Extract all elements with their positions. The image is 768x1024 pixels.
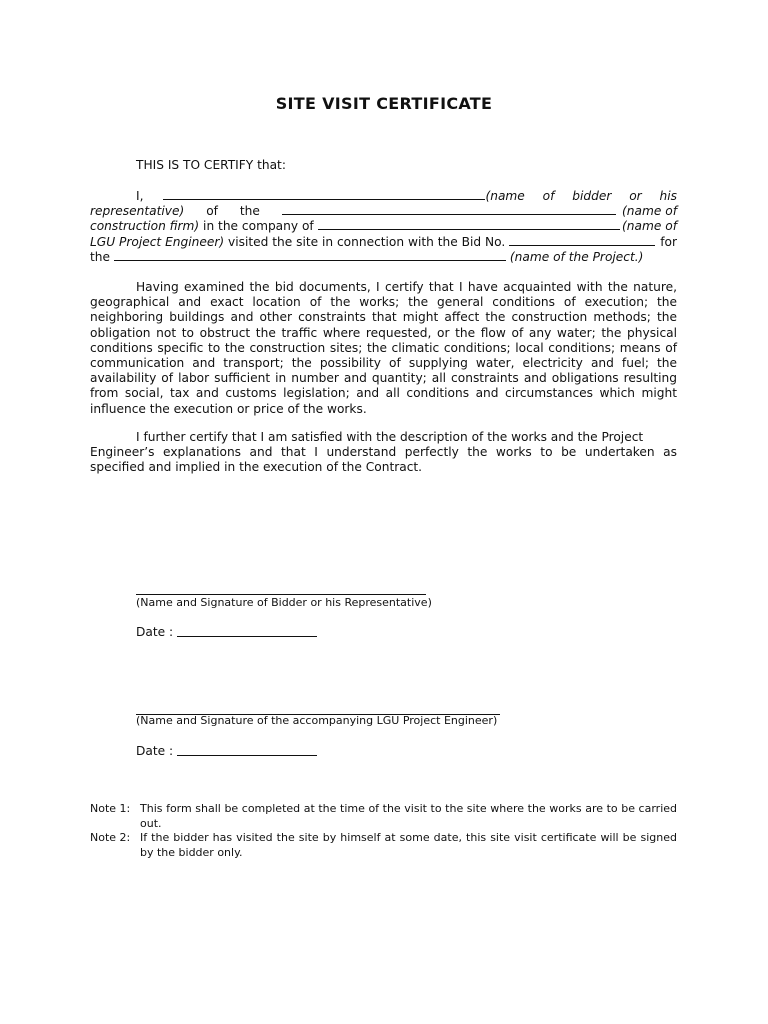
body-paragraph-2-line1: I further certify that I am satisfied with the description of the works and the Project <box>136 430 644 444</box>
note-1-text: This form shall be completed at the time of the visit to the site where the works are to be carried out. <box>140 802 677 830</box>
name-of-hint-2: (name of <box>622 219 677 234</box>
note-2-label: Note 2: <box>90 831 131 844</box>
notes-section <box>90 802 677 860</box>
certification-fill-block <box>90 188 677 264</box>
engineer-name-blank <box>318 218 620 230</box>
in-company-of-label: in the company of <box>199 219 318 234</box>
firm-name-blank <box>282 203 616 215</box>
fill-row-3 <box>90 218 677 233</box>
representative-hint: representative) <box>90 204 185 219</box>
name-of-hint: (name of <box>622 204 677 219</box>
of-the-label: of the <box>206 204 260 219</box>
name-of-project-hint: (name of the Project.) <box>509 249 644 264</box>
bidder-name-blank <box>163 188 485 200</box>
date-label: Date : <box>136 625 177 639</box>
i-label: I, <box>136 189 144 203</box>
the-label: the <box>90 249 114 264</box>
fill-row-2 <box>90 203 677 218</box>
note-1-label: Note 1: <box>90 802 131 815</box>
engineer-date-blank <box>177 744 317 756</box>
note-2 <box>90 831 677 860</box>
bidder-signature-caption: (Name and Signature of Bidder or his Representative) <box>136 596 432 609</box>
lgu-engineer-hint: LGU Project Engineer) <box>90 234 225 249</box>
body-paragraph-2-rest: Engineer’s explanations and that I understand perfectly the works to be undertaken as specified and implied in the execution of the Contract. <box>90 445 677 475</box>
name-of-bidder-hint: (name of bidder or his <box>485 189 677 203</box>
bid-no-blank <box>509 234 655 246</box>
visited-label: visited the site in connection with the Bid No. <box>224 234 510 249</box>
for-label: for <box>660 234 677 249</box>
construction-firm-hint: construction firm) <box>90 219 200 234</box>
fill-row-4 <box>90 234 677 249</box>
bidder-date <box>136 625 317 639</box>
engineer-date <box>136 744 317 758</box>
engineer-signature-caption: (Name and Signature of the accompanying LGU Project Engineer) <box>136 714 498 727</box>
date-label-2: Date : <box>136 744 177 758</box>
note-1 <box>90 802 677 831</box>
body-paragraph-1: Having examined the bid documents, I certify that I have acquainted with the nature, geographical and exact location of the works; the general conditions of execution; the neighboring buildings and other constraints that might affect the construction methods; the obligation not to obstruct the traffic where requested, or the flow of any water; the physical conditions specific to the construction sites; the climatic conditions; local conditions; means of communication and transport; the possibility of supplying water, electricity and fuel; the availability of labor sufficient in number and quantity; all constraints and obligations resulting from social, tax and customs legislation; and all conditions and circumstances which might influence the execution or price of the works. <box>90 280 677 416</box>
body-paragraph-2 <box>90 430 677 476</box>
certify-intro: THIS IS TO CERTIFY that: <box>136 158 286 172</box>
fill-row-1 <box>90 188 677 203</box>
bidder-date-blank <box>177 625 317 637</box>
fill-row-5 <box>90 249 677 264</box>
project-name-blank <box>114 249 506 261</box>
document-title: SITE VISIT CERTIFICATE <box>275 94 493 113</box>
bidder-signature-line <box>136 594 426 595</box>
note-2-text: If the bidder has visited the site by himself at some date, this site visit certificate will be signed by the bidder only. <box>140 831 677 859</box>
